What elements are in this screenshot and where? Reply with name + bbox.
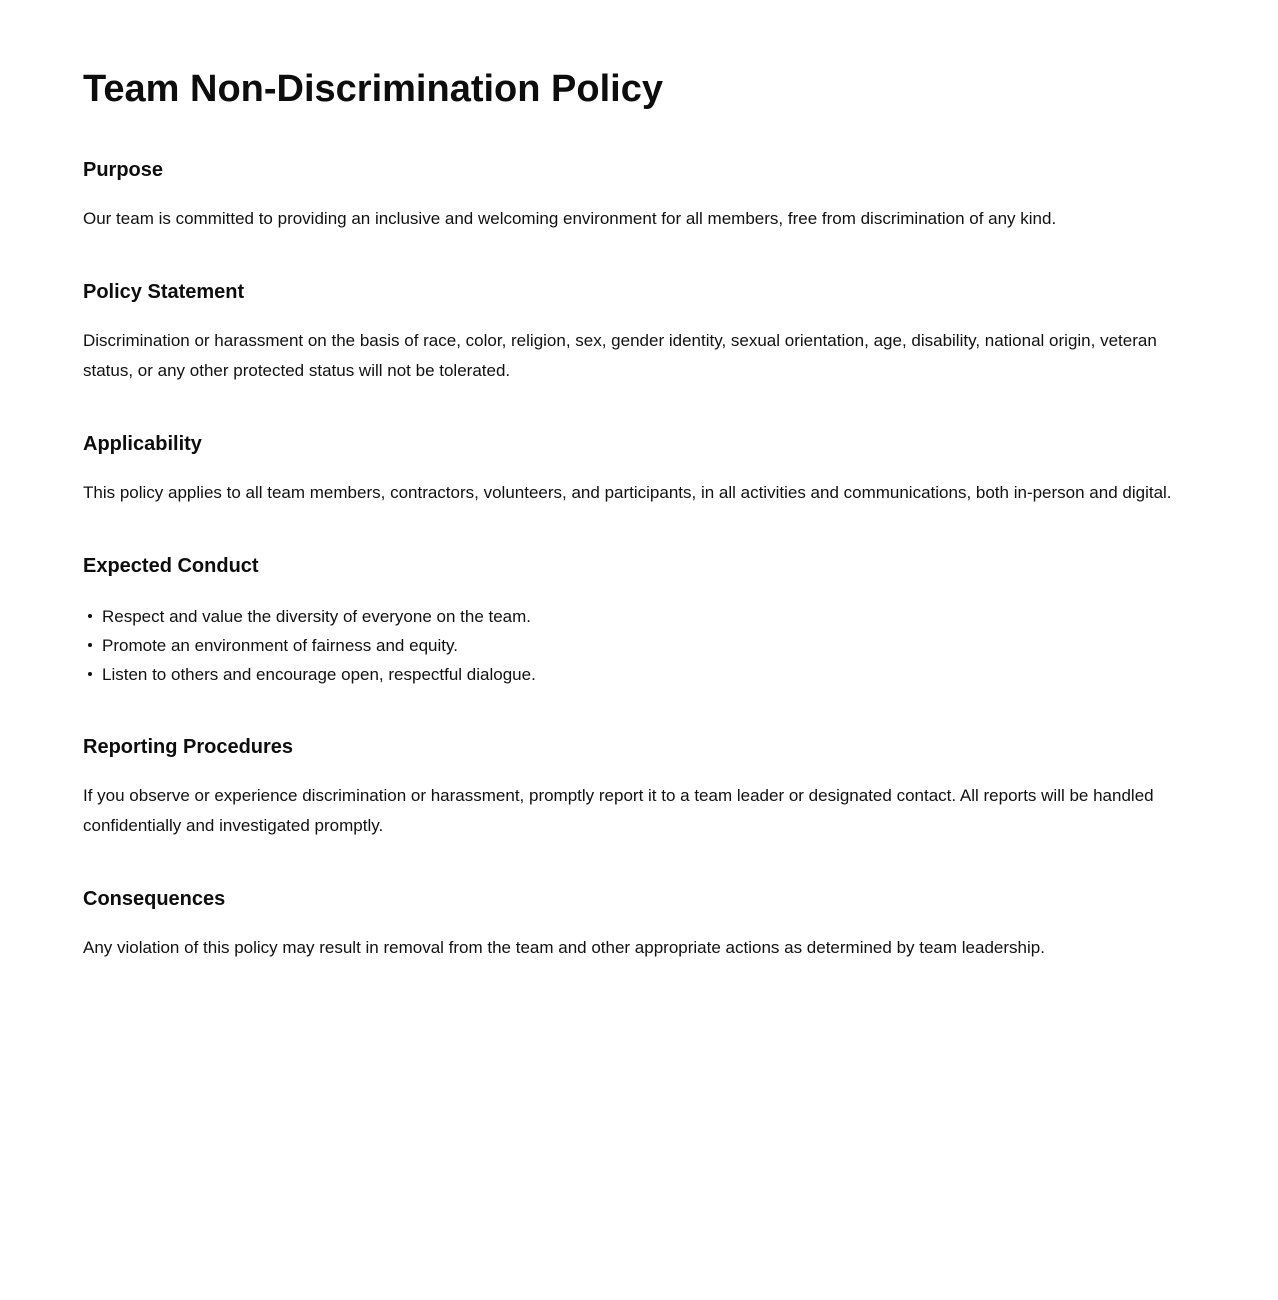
section-paragraph: If you observe or experience discrimination or harassment, promptly report it to a team leader or designated contact. All reports will be handled confidentially and investigated promptly. — [83, 785, 1154, 835]
section-paragraph: Our team is committed to providing an inclusive and welcoming environment for all members, free from discrimination of any kind. — [83, 208, 1057, 228]
list-item: Promote an environment of fairness and equity. — [83, 631, 1180, 660]
list-item: Listen to others and encourage open, respectful dialogue. — [83, 660, 1180, 689]
section-heading-policy-statement: Policy Statement — [83, 280, 245, 303]
section-heading-applicability: Applicability — [83, 432, 202, 455]
section-paragraph: Any violation of this policy may result in removal from the team and other appropriate actions as determined by team leadership. — [83, 937, 1045, 957]
section-heading-purpose: Purpose — [83, 158, 164, 181]
expected-conduct-list — [83, 602, 1180, 689]
section-paragraph: Discrimination or harassment on the basis of race, color, religion, sex, gender identity, sexual orientation, age, disability, national origin, veteran status, or any other protected status will not be tolerated. — [83, 330, 1157, 380]
list-item: Respect and value the diversity of everyone on the team. — [83, 602, 1180, 631]
section-heading-expected-conduct: Expected Conduct — [83, 554, 259, 577]
page-title: Team Non-Discrimination Policy — [83, 68, 663, 110]
section-heading-reporting-procedures: Reporting Procedures — [83, 735, 294, 758]
section-heading-consequences: Consequences — [83, 887, 226, 910]
document-content — [83, 68, 1180, 963]
section-paragraph: This policy applies to all team members, contractors, volunteers, and participants, in all activities and communications, both in-person and digital. — [83, 482, 1172, 502]
